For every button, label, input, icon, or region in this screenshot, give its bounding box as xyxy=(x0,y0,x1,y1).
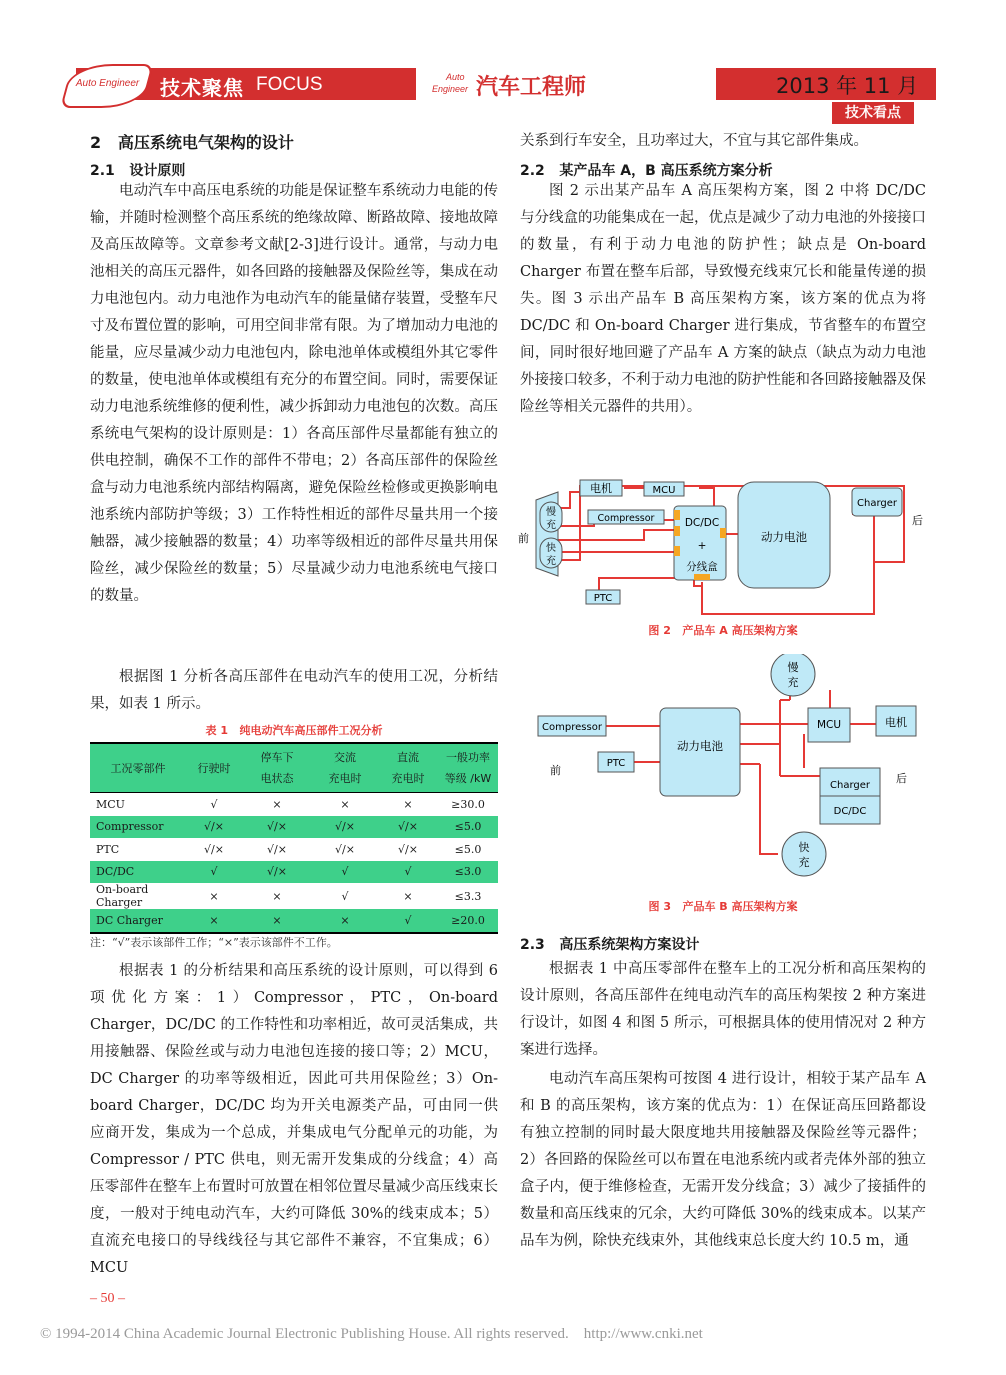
mcu-label: MCU xyxy=(816,719,842,731)
table-cell: √/× xyxy=(335,842,355,856)
heading-2-1: 2.1 设计原则 xyxy=(90,163,186,179)
table-header-row xyxy=(90,743,498,793)
heading-2-3: 2.3 高压系统架构方案设计 xyxy=(520,937,700,953)
table-cell: √/× xyxy=(242,816,312,839)
compressor-label: Compressor xyxy=(597,513,655,524)
paragraph-table-intro: 根据图 1 分析各高压部件在电动汽车的使用工况，分析结果，如表 1 所示。 xyxy=(90,669,498,712)
wire xyxy=(760,764,778,854)
slow-charge-label: 充 xyxy=(546,520,556,531)
motor-label: 电机 xyxy=(590,482,612,495)
section-title: 技术聚焦 xyxy=(160,78,244,100)
issue-date: 2013 年 11 月 xyxy=(776,74,919,98)
paragraph-scheme-advantages: 电动汽车高压架构可按图 4 进行设计，相较于某产品车 A 和 B 的高压架构，该方案的优点为：1）在保证高压回路都设有独立控制的同时最大限度地共用接触器及保险丝等元器件；2）各回路的保险丝可以布置在电池系统内或者壳体外部的独立盒子内，便于维修检查，无需开发分线盒；3）减少了接插件的数量和高压线束的冗余，大约可降低 30%的线束成本。以某产品车为例，除快充线束外，其他线束总长度大约 10.5 m，通 xyxy=(520,1071,926,1249)
table-cell: ≤5.0 xyxy=(454,842,482,856)
table-cell: √/× xyxy=(242,861,312,884)
slow-charge-label: 充 xyxy=(787,676,799,689)
paragraph-scheme-design: 根据表 1 中高压零部件在整车上的工况分析和高压架构的设计原则，各高压部件在纯电动汽车的高压构架按 2 种方案进行设计，如图 4 和图 5 所示，可根据具体的使用情况对 2 种方案进行选择。 xyxy=(520,961,926,1058)
brand-en-line1: Auto xyxy=(446,72,465,82)
figure-2-caption: 图 2 产品车 A 高压架构方案 xyxy=(648,624,798,637)
dcdc-label: DC/DC xyxy=(833,806,867,817)
connector xyxy=(674,510,680,520)
table-row xyxy=(90,793,498,816)
table-cell: ≥20.0 xyxy=(438,909,498,933)
column-tag: 技术看点 xyxy=(832,102,914,124)
mcu-label: MCU xyxy=(652,485,676,496)
table-cell: On-board Charger xyxy=(96,883,149,909)
connector xyxy=(720,528,726,538)
slow-charge-label: 慢 xyxy=(546,507,556,518)
table-header-cell: 直流 充电时 xyxy=(378,743,438,793)
table-cell: √ xyxy=(210,797,218,811)
heading-2: 2 高压系统电气架构的设计 xyxy=(90,133,294,152)
copyright-notice: © 1994-2014 China Academic Journal Electronic Publishing House. All rights reserved. http://www.cnki.net xyxy=(40,1326,703,1342)
table-cell: √ xyxy=(341,889,349,903)
paragraph-continued: 关系到行车安全，且功率过大，不宜与其它部件集成。 xyxy=(520,133,868,149)
figure-2-diagram xyxy=(514,474,934,620)
paragraph-design-principles: 电动汽车中高压电系统的功能是保证整车系统动力电能的传输，并随时检测整个高压系统的绝缘故障、断路故障、接地故障及高压故障等。文章参考文献[2-3]进行设计。通常，与动力电池相关的高压元器件，如各回路的接触器及保险丝等，集成在动力电池包内。动力电池作为电动汽车的能量储存装置，受整车尺寸及布置位置的影响，可用空间非常有限。为了增加动力电池的能量，应尽量减少动力电池包内，除电池单体或模组外其它零件的数量，使电池单体或模组有充分的布置空间。同时，需要保证动力电池系统维修的便利性，减少拆卸动力电池包的次数。高压系统电气架构的设计原则是：1）各高压部件尽量都能有独立的供电控制，确保不工作的部件不带电；2）各高压部件的保险丝盒与动力电池系统内部结构隔离，避免保险丝检修或更换影响电池系统内部防护等级；3）工作特性相近的部件尽量共用一个接触器，减少接触器的数量；4）功率等级相近的部件尽量共用保险丝，减少保险丝的数量；5）尽量减少动力电池系统电气接口的数量。 xyxy=(90,183,498,604)
dcdc-label: + xyxy=(697,540,707,552)
table-cell: MCU xyxy=(96,797,125,811)
table-row xyxy=(90,816,498,839)
fast-charge-port xyxy=(782,832,826,876)
table-header-cell: 工况零部件 xyxy=(90,743,186,793)
table-header-cell: 一般功率 等级 /kW xyxy=(438,743,498,793)
table-cell: × xyxy=(340,797,350,811)
table-cell: ≥30.0 xyxy=(451,797,485,811)
table-cell: × xyxy=(403,889,413,903)
table-cell: × xyxy=(272,889,282,903)
front-label: 前 xyxy=(518,532,529,545)
charger-label: Charger xyxy=(857,498,897,509)
page-number: – 50 – xyxy=(90,1291,125,1306)
brand-name: 汽车工程师 xyxy=(476,75,587,100)
table-header-cell: 交流 充电时 xyxy=(312,743,378,793)
table-cell: × xyxy=(242,909,312,933)
figure-3-caption: 图 3 产品车 B 高压架构方案 xyxy=(648,900,798,913)
fast-charge-label: 快 xyxy=(546,543,556,554)
battery-label: 动力电池 xyxy=(761,530,807,544)
table-cell: × xyxy=(403,797,413,811)
table-cell: ≤5.0 xyxy=(438,816,498,839)
table-header-cell: 停车下 电状态 xyxy=(242,743,312,793)
table-cell: √/× xyxy=(378,816,438,839)
ptc-label: PTC xyxy=(606,758,626,769)
brand-en-line2: Engineer xyxy=(432,84,469,94)
charger-label: Charger xyxy=(830,780,870,791)
table-cell: ≤3.3 xyxy=(454,889,482,903)
paragraph-product-analysis: 图 2 示出某产品车 A 高压架构方案，图 2 中将 DC/DC 与分线盒的功能集成在一起，优点是减少了动力电池的外接接口的数量，有利于动力电池的防护性；缺点是 On-board Charger 布置在整车后部，导致慢充线束冗长和能量传递的损失。图 3 示出产品车 B 高压架构方案，该方案的优点为将 DC/DC 和 On-board Charger 进行集成，节省整车的布置空间，同时很好地回避了产品车 A 方案的缺点（缺点为动力电池外接接口较多，不利于动力电池的防护性能和各回路接触器及保险丝等相关元器件的共用）。 xyxy=(520,183,926,415)
rear-label: 后 xyxy=(912,514,923,527)
heading-2-2: 2.2 某产品车 A，B 高压系统方案分析 xyxy=(520,163,773,179)
compressor-label: Compressor xyxy=(542,722,602,733)
figure-3-diagram xyxy=(520,654,930,886)
battery-label: 动力电池 xyxy=(677,739,723,753)
table-cell: √ xyxy=(186,861,242,884)
table-cell: √/× xyxy=(398,842,418,856)
table-row xyxy=(90,838,498,861)
rear-label: 后 xyxy=(896,772,907,785)
table-header-cell: 行驶时 xyxy=(186,743,242,793)
table-row xyxy=(90,909,498,933)
table-cell: √/× xyxy=(186,816,242,839)
connector xyxy=(694,574,710,580)
table-cell: √/× xyxy=(312,816,378,839)
table-operating-conditions xyxy=(90,742,498,934)
fast-charge-label: 充 xyxy=(798,856,810,869)
table-cell: DC/DC xyxy=(90,861,186,884)
logo-text: Auto Engineer xyxy=(75,78,140,89)
paragraph-optimization: 根据表 1 的分析结果和高压系统的设计原则，可以得到 6 项优化方案：1）Compressor，PTC，On-board Charger，DC/DC 的工作特性和功率相近，故可灵活集成，共用接触器、保险丝或与动力电池包连接的接口等；2）MCU，DC Charger 的功率等级相近，因此可共用保险丝；3）On-board Charger，DC/DC 均为开关电源类产品，可由同一供应商开发，集成为一个总成，并集成电气分配单元的功能，为 Compressor / PTC 供电，则无需开发集成的分线盒；4）高压零部件在整车上布置时可放置在相邻位置尽量减少高压线束长度，一般对于纯电动汽车，大约可降低 30%的线束成本；5）直流充电接口的导线线径与其它部件不兼容，不宜集成；6）MCU xyxy=(90,963,498,1276)
table-cell: √/× xyxy=(204,842,224,856)
wire xyxy=(558,530,678,540)
table-cell: DC Charger xyxy=(90,909,186,933)
front-label: 前 xyxy=(550,764,561,777)
table-cell: √/× xyxy=(267,842,287,856)
ptc-label: PTC xyxy=(593,593,613,604)
dcdc-label: 分线盒 xyxy=(686,561,718,573)
table-row xyxy=(90,883,498,909)
table-cell: √ xyxy=(378,861,438,884)
wire xyxy=(558,492,580,508)
wire xyxy=(699,488,714,506)
section-title-en: FOCUS xyxy=(256,74,323,95)
table-note: 注：“√”表示该部件工作；“×”表示该部件不工作。 xyxy=(90,936,338,949)
table-row xyxy=(90,861,498,884)
slow-charge-label: 慢 xyxy=(787,661,799,674)
table-cell: × xyxy=(272,797,282,811)
table-cell: PTC xyxy=(96,842,120,856)
dcdc-label: DC/DC xyxy=(684,517,720,529)
table-cell: × xyxy=(186,909,242,933)
table-cell: Compressor xyxy=(90,816,186,839)
connector xyxy=(674,546,680,556)
table-cell: × xyxy=(209,889,219,903)
fast-charge-label: 快 xyxy=(798,841,810,854)
table-cell: × xyxy=(312,909,378,933)
table-cell: ≤3.0 xyxy=(438,861,498,884)
table-cell: √ xyxy=(312,861,378,884)
magazine-logo xyxy=(60,64,154,108)
connector xyxy=(674,526,680,536)
table-cell: √ xyxy=(378,909,438,933)
fast-charge-label: 充 xyxy=(546,556,556,567)
table-caption: 表 1 纯电动汽车高压部件工况分析 xyxy=(205,724,383,737)
motor-label: 电机 xyxy=(885,716,907,729)
